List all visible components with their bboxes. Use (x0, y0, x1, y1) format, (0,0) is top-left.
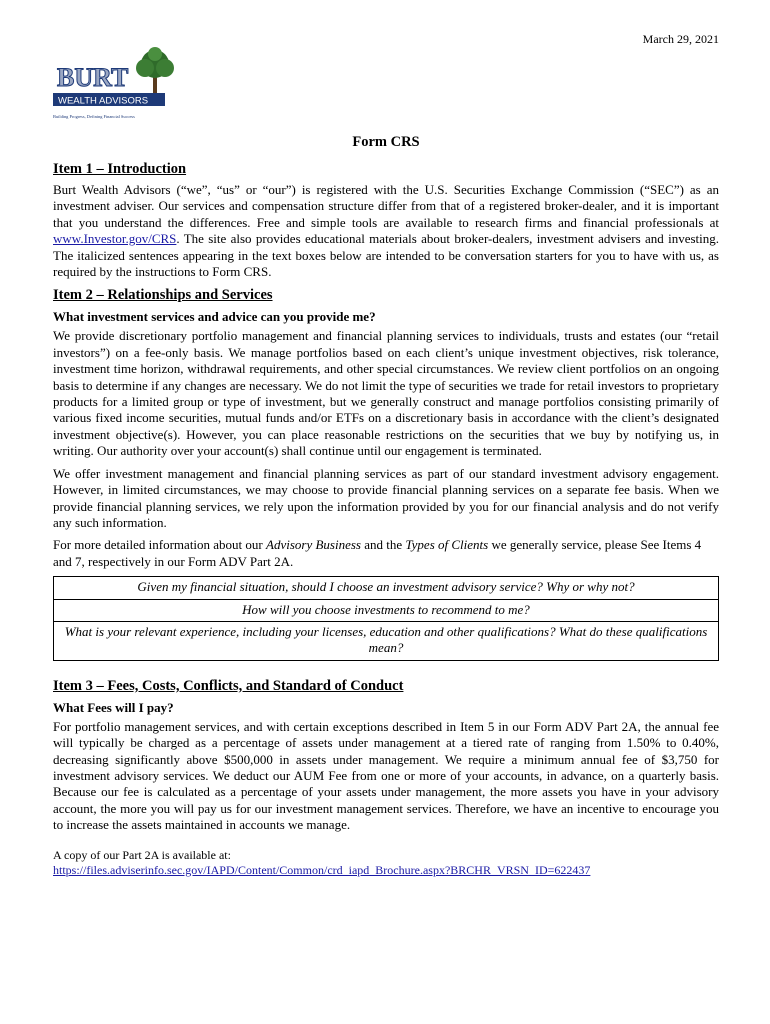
logo-tagline: Building Progress, Defining Financial Success (53, 114, 135, 119)
item3-paragraph: For portfolio management services, and with certain exceptions described in Item 5 in our Form ADV Part 2A, the annual fee will typically be charged as a percentage of assets under management at a tiered rate of ranging from 1.50% to 0.40%, decreasing significantly above $500,000 in assets under management. We require a minimum annual fee of $3,750 for investment advisory services. We deduct our AUM Fee from one or more of your accounts, in advance, on a quarterly basis. Because our fee is calculated as a percentage of your assets under management, the more assets you have in your advisory account, the more you will pay us for our investment management services. Therefore, we have an incentive to encourage you to increase the assets maintained in accounts we manage. (53, 718, 719, 833)
item2-question: What investment services and advice can you provide me? (53, 309, 376, 325)
item2-heading: Item 2 – Relationships and Services (53, 287, 273, 304)
conversation-starters-box (53, 576, 719, 661)
brochure-reference (53, 848, 719, 878)
investor-gov-link[interactable]: www.Investor.gov/CRS (53, 231, 177, 247)
item3-section (53, 677, 719, 878)
logo-subtitle: WEALTH ADVISORS (58, 95, 149, 107)
brochure-label: A copy of our Part 2A is available at: (53, 847, 231, 862)
item1-section (53, 160, 719, 280)
company-logo (53, 46, 183, 122)
document-body (53, 160, 719, 878)
conversation-starter: How will you choose investments to recommend to me? (54, 599, 718, 621)
logo-wordmark: BURT (57, 63, 129, 92)
item1-heading: Item 1 – Introduction (53, 161, 187, 177)
item3-heading: Item 3 – Fees, Costs, Conflicts, and Standard of Conduct (53, 677, 404, 694)
item2-paragraph-3: For more detailed information about our Advisory Business and the Types of Clients we generally service, please See Items 4 and 7, respectively in our Form ADV Part 2A. (53, 537, 702, 569)
item2-paragraph-2: We offer investment management and financial planning services as part of our standard investment advisory engagement. However, in limited circumstances, we may choose to provide financial planning services on a separate fee basis. When we provide financial planning services, we rely upon the information provided by you for our financial analysis and do not verify any such information. (53, 465, 719, 530)
document-date: March 29, 2021 (642, 32, 719, 46)
item1-paragraph: Burt Wealth Advisors (“we”, “us” or “our”) is registered with the U.S. Securities Exchange Commission (“SEC”) as an investment adviser. Our services and compensation structure differ from that of a registered broker-dealer, and it is important that you understand the differences. Free and simple tools are available to research firms and financial professionals at www.Investor.gov/CRS. The site also provides educational materials about broker-dealers, investment advisers and investing. The italicized sentences appearing in the text boxes below are intended to be conversation starters for you to have with us, as required by the instructions to Form CRS. (53, 182, 719, 280)
item2-paragraph-1: We provide discretionary portfolio management and financial planning services to individuals, trusts and estates (our “retail investors”) on a fee-only basis. We manage portfolios based on each client’s unique investment objectives, risk tolerance, investment time horizon, withdrawal requirements, and other special circumstances. We review client portfolios on an ongoing basis to determine if any changes are necessary. We do not limit the type of securities we trade for retail investors to proprietary products for a limited group or type of investment, but we generally construct and manage portfolios consisting primarily of various fixed income securities, mutual funds and/or ETFs on a discretionary basis in accordance with the client’s designated investment objective(s). However, you can place reasonable restrictions on the securities that we buy by notifying us, in writing. Our authority over your account(s) shall continue until our engagement is terminated. (53, 328, 719, 459)
form-title: Form CRS (352, 134, 420, 150)
conversation-starter: What is your relevant experience, including your licenses, education and other qualifications? What do these qualifications mean? (54, 621, 718, 660)
item2-section (53, 286, 719, 660)
brochure-link[interactable]: https://files.adviserinfo.sec.gov/IAPD/Content/Common/crd_iapd_Brochure.aspx?BRCHR_VRSN_ID=622437 (53, 862, 591, 877)
conversation-starter: Given my financial situation, should I choose an investment advisory service? Why or why not? (137, 579, 635, 595)
item3-question: What Fees will I pay? (53, 699, 174, 715)
